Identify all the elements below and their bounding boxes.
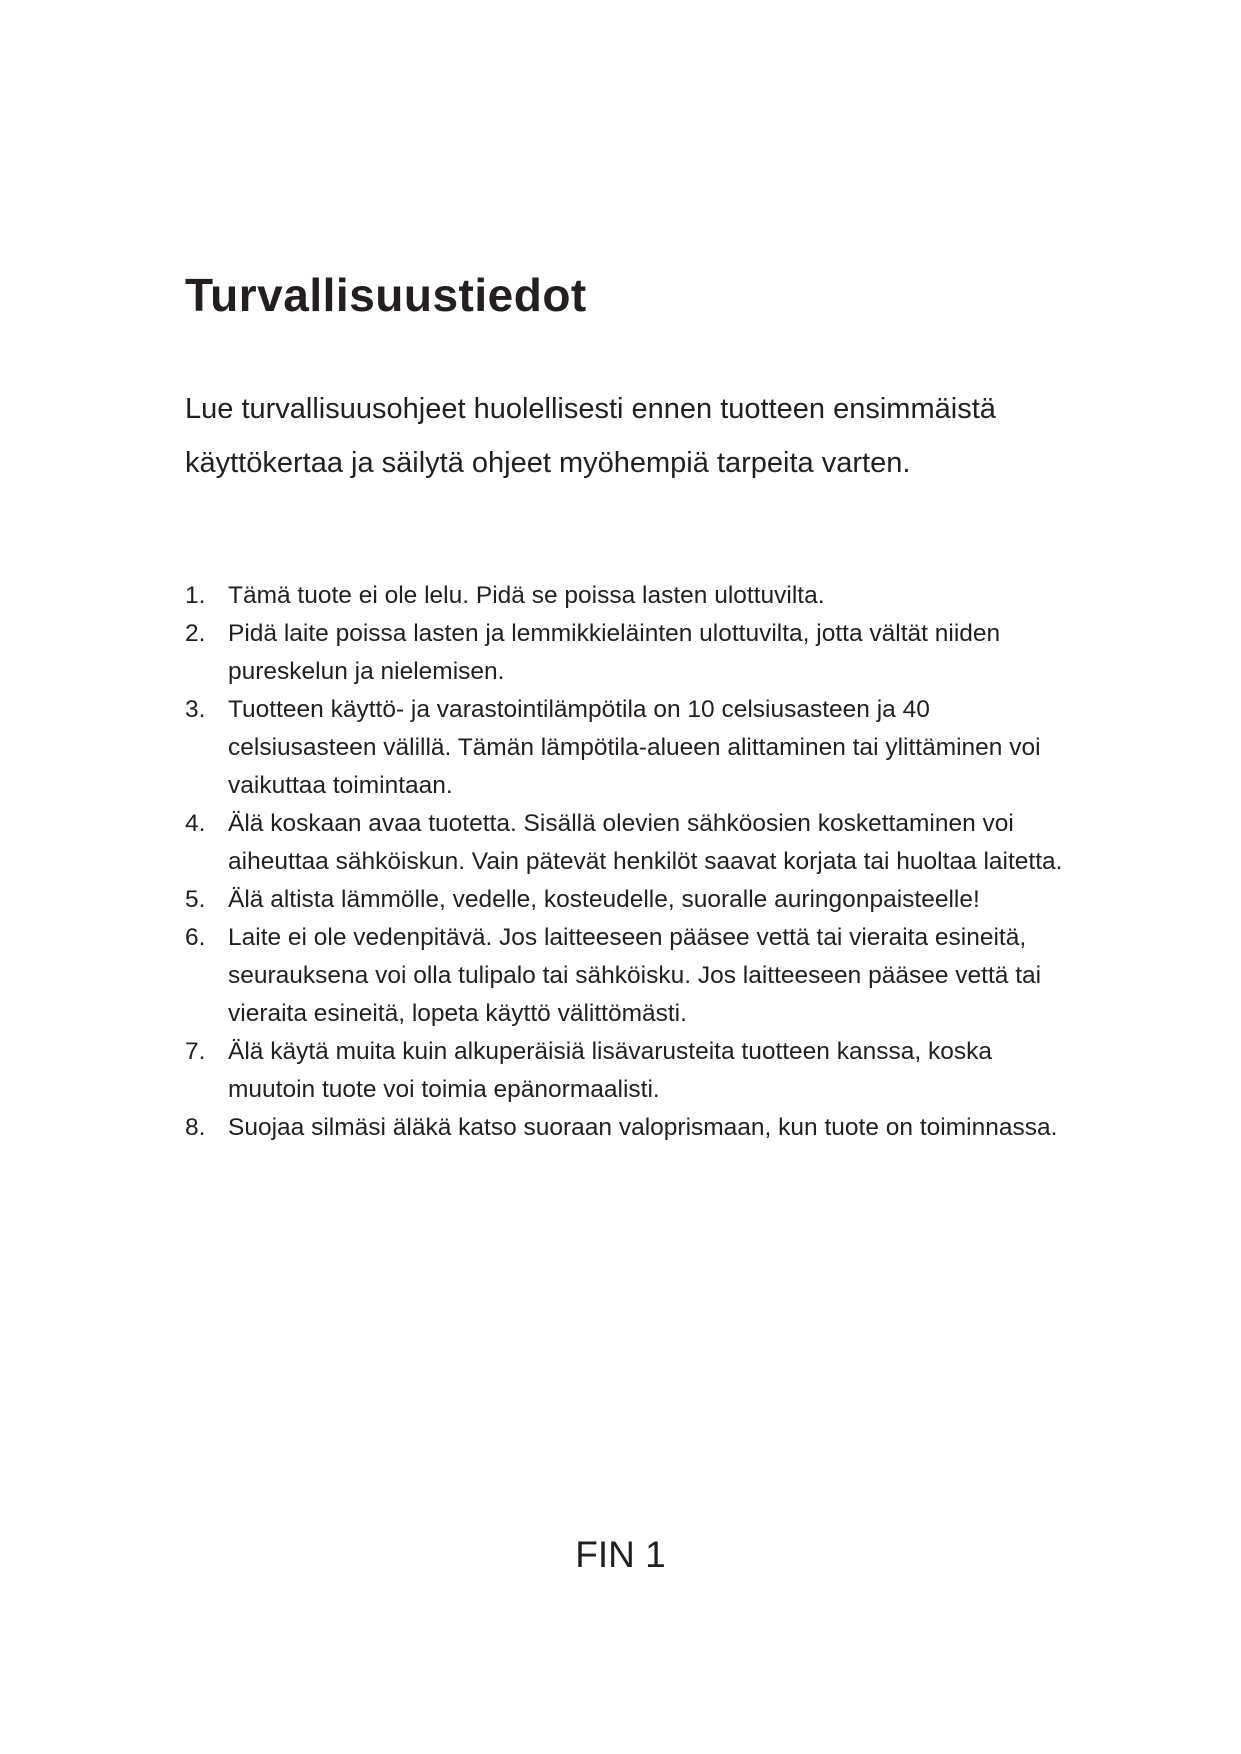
list-item-number: 4. <box>185 810 206 837</box>
list-item <box>185 577 1065 615</box>
list-item-number: 5. <box>185 886 206 913</box>
list-item-number: 8. <box>185 1114 206 1141</box>
list-item <box>185 1109 1065 1147</box>
list-item <box>185 691 1065 805</box>
page-title: Turvallisuustiedot <box>185 269 587 321</box>
list-item-number: 7. <box>185 1038 206 1065</box>
list-item-number: 1. <box>185 582 206 609</box>
list-item-text: Älä koskaan avaa tuotetta. Sisällä olevien sähköosien koskettaminen voi aiheuttaa sähköiskun. Vain pätevät henkilöt saavat korjata tai huoltaa laitetta. <box>228 810 1063 875</box>
page-number-footer: FIN 1 <box>575 1534 666 1575</box>
list-item-text: Älä altista lämmölle, vedelle, kosteudelle, suoralle auringonpaisteelle! <box>228 886 980 913</box>
intro-paragraph: Lue turvallisuusohjeet huolellisesti ennen tuotteen ensimmäistä käyttökertaa ja säilytä ohjeet myöhempiä tarpeita varten. <box>185 393 996 479</box>
list-item-number: 2. <box>185 620 206 647</box>
list-item <box>185 1033 1065 1109</box>
safety-rules-list <box>185 577 1065 1147</box>
list-item <box>185 881 1065 919</box>
list-item-text: Tuotteen käyttö- ja varastointilämpötila on 10 celsiusasteen ja 40 celsiusasteen välillä. Tämän lämpötila-alueen alittaminen tai ylittäminen voi vaikuttaa toimintaan. <box>228 696 1041 799</box>
list-item-text: Tämä tuote ei ole lelu. Pidä se poissa lasten ulottuvilta. <box>228 582 825 609</box>
list-item <box>185 919 1065 1033</box>
list-item-text: Suojaa silmäsi äläkä katso suoraan valoprismaan, kun tuote on toiminnassa. <box>228 1114 1058 1141</box>
list-item-number: 6. <box>185 924 206 951</box>
list-item-text: Pidä laite poissa lasten ja lemmikkieläinten ulottuvilta, jotta vältät niiden pureskelun ja nielemisen. <box>228 620 1001 685</box>
list-item <box>185 615 1065 691</box>
list-item-number: 3. <box>185 696 206 723</box>
list-item-text: Älä käytä muita kuin alkuperäisiä lisävarusteita tuotteen kanssa, koska muutoin tuote voi toimia epänormaalisti. <box>228 1038 992 1103</box>
list-item <box>185 805 1065 881</box>
list-item-text: Laite ei ole vedenpitävä. Jos laitteeseen pääsee vettä tai vieraita esineitä, seurauksena voi olla tulipalo tai sähköisku. Jos laitteeseen pääsee vettä tai vieraita esineitä, lopeta käyttö välittömästi. <box>228 924 1042 1027</box>
